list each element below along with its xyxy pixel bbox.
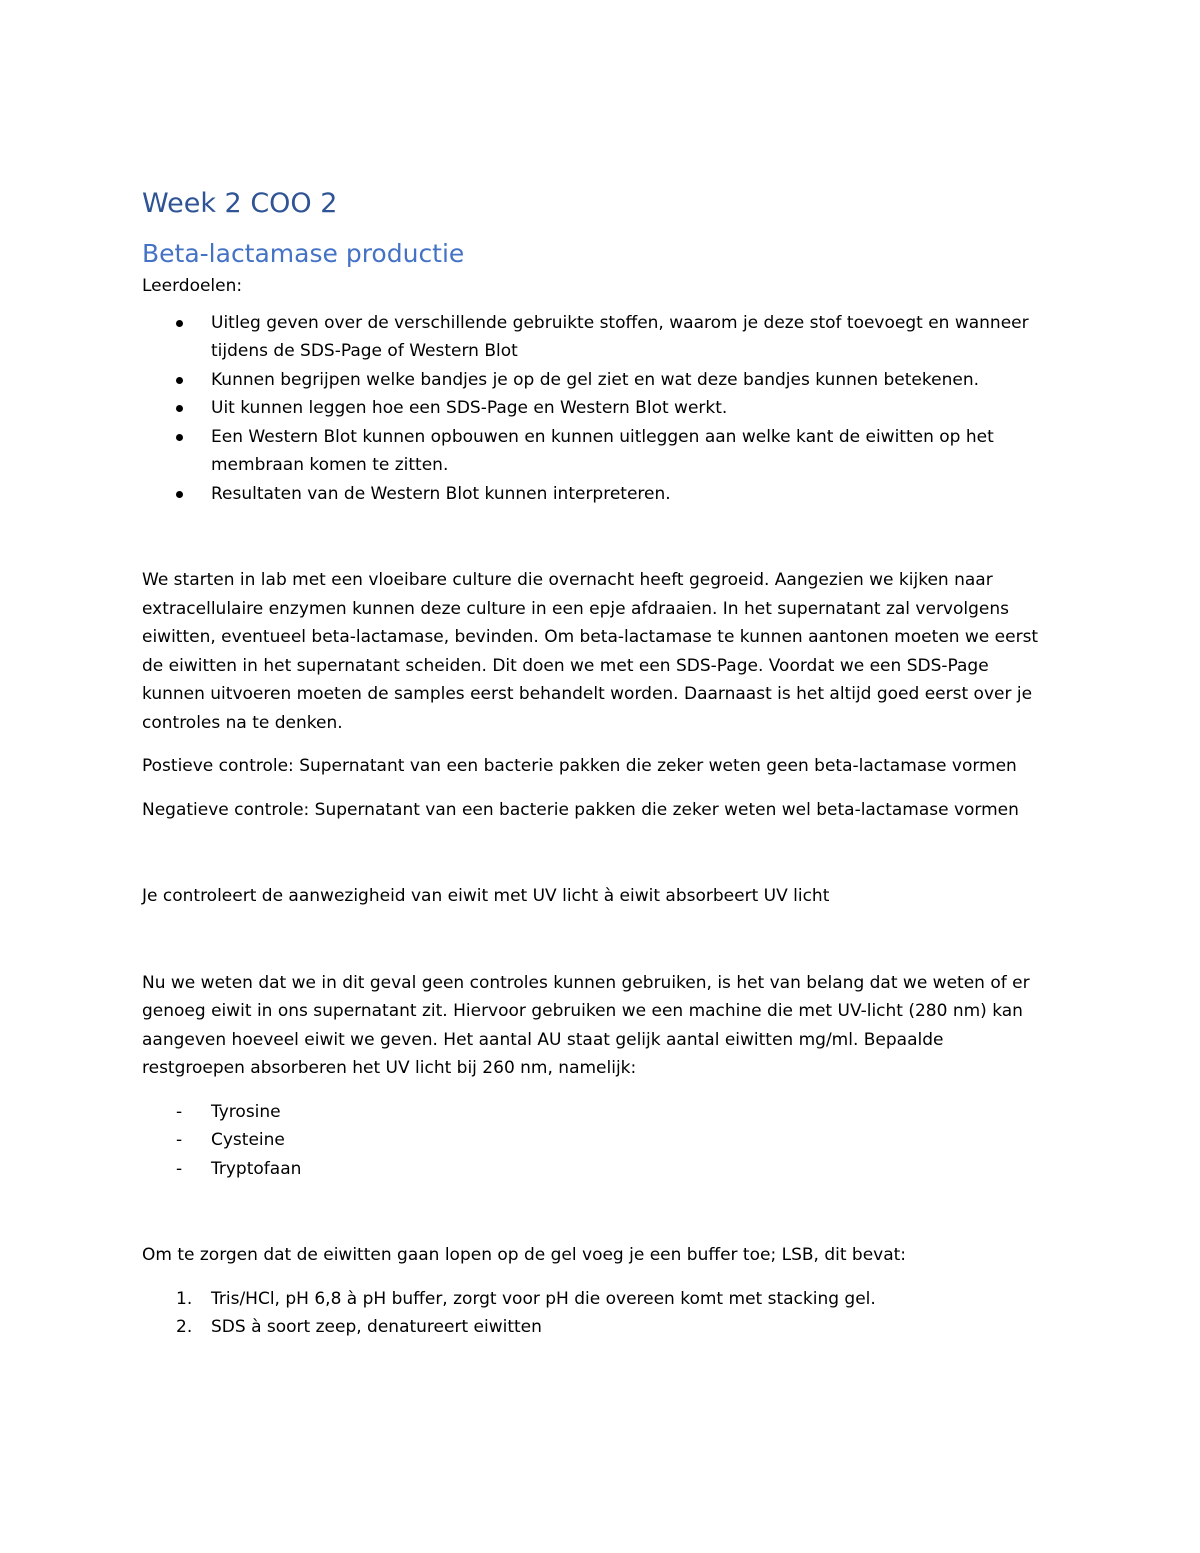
list-item	[142, 309, 1062, 366]
paragraph-line: Nu we weten dat we in dit geval geen controles kunnen gebruiken, is het van belang dat we weten of er	[142, 972, 1030, 993]
residue-list	[142, 1098, 1062, 1184]
document-body	[142, 184, 1062, 1342]
section-heading: Beta-lactamase productie	[142, 239, 465, 268]
list-item	[142, 1285, 1062, 1314]
objective-line: Resultaten van de Western Blot kunnen interpreteren.	[211, 483, 671, 504]
residue-name: Cysteine	[211, 1130, 285, 1150]
bullet-icon	[176, 434, 183, 441]
bullet-icon	[176, 320, 183, 327]
paragraph-line: eiwitten, eventueel beta-lactamase, bevinden. Om beta-lactamase te kunnen aantonen moeten we eerst	[142, 627, 1039, 647]
buffer-item-text: Tris/HCl, pH 6,8 à pH buffer, zorgt voor pH die overeen komt met stacking gel.	[211, 1288, 876, 1309]
list-item	[142, 394, 1062, 423]
intro-paragraph	[142, 566, 1062, 737]
paragraph-line: genoeg eiwit in ons supernatant zit. Hiervoor gebruiken we een machine die met UV-licht (280 nm) kan	[142, 1001, 1023, 1021]
list-item	[142, 1155, 1062, 1184]
objectives-list	[142, 309, 1062, 509]
paragraph-line: aangeven hoeveel eiwit we geven. Het aantal AU staat gelijk aantal eiwitten mg/ml. Bepaalde	[142, 1029, 944, 1050]
spacer	[142, 911, 1062, 969]
dash-marker: -	[176, 1130, 183, 1150]
buffer-list	[142, 1285, 1062, 1342]
spacer	[142, 508, 1062, 566]
list-item	[142, 366, 1062, 395]
list-number: 1.	[176, 1288, 193, 1309]
paragraph-line: de eiwitten in het supernatant scheiden. Dit doen we met een SDS-Page. Voordat we een SDS-Page	[142, 655, 989, 676]
negative-control-text: Negatieve controle: Supernatant van een bacterie pakken die zeker weten wel beta-lactamase vormen	[142, 799, 1019, 820]
spacer	[142, 737, 1062, 752]
paragraph-line: We starten in lab met een vloeibare culture die overnacht heeft gegroeid. Aangezien we kijken naar	[142, 570, 993, 590]
list-number: 2.	[176, 1317, 193, 1337]
paragraph-line: kunnen uitvoeren moeten de samples eerst behandelt worden. Daarnaast is het altijd goed eerst over je	[142, 684, 1033, 704]
residue-name: Tyrosine	[211, 1101, 281, 1122]
list-item	[142, 480, 1062, 509]
bullet-icon	[176, 491, 183, 498]
objective-line: Een Western Blot kunnen opbouwen en kunnen uitleggen aan welke kant de eiwitten op het	[211, 426, 994, 447]
positive-control-text: Postieve controle: Supernatant van een bacterie pakken die zeker weten geen beta-lactamase vormen	[142, 756, 1017, 776]
bullet-icon	[176, 377, 183, 384]
dash-marker: -	[176, 1158, 183, 1179]
objectives-label: Leerdoelen:	[142, 276, 243, 296]
paragraph-line: extracellulaire enzymen kunnen deze culture in een epje afdraaien. In het supernatant zal vervolgens	[142, 598, 1009, 619]
objective-line: membraan komen te zitten.	[211, 455, 449, 475]
buffer-intro-text: Om te zorgen dat de eiwitten gaan lopen op de gel voeg je een buffer toe; LSB, dit bevat:	[142, 1245, 907, 1265]
list-item	[142, 1126, 1062, 1155]
document-title: Week 2 COO 2	[142, 188, 338, 219]
uv-check-text: Je controleert de aanwezigheid van eiwit met UV licht à eiwit absorbeert UV licht	[142, 886, 830, 906]
spacer	[142, 1183, 1062, 1241]
spacer	[142, 1270, 1062, 1285]
spacer	[142, 1083, 1062, 1098]
spacer	[142, 824, 1062, 882]
dash-marker: -	[176, 1101, 183, 1122]
paragraph-line: restgroepen absorberen het UV licht bij 260 nm, namelijk:	[142, 1058, 637, 1078]
spacer	[142, 781, 1062, 796]
residue-name: Tryptofaan	[211, 1158, 302, 1179]
measurement-paragraph	[142, 969, 1062, 1083]
objective-line: tijdens de SDS-Page of Western Blot	[211, 341, 518, 361]
paragraph-line: controles na te denken.	[142, 712, 343, 733]
objective-line: Kunnen begrijpen welke bandjes je op de gel ziet en wat deze bandjes kunnen betekenen.	[211, 369, 980, 390]
list-item	[142, 1313, 1062, 1342]
list-item	[142, 423, 1062, 480]
buffer-item-text: SDS à soort zeep, denatureert eiwitten	[211, 1317, 542, 1337]
list-item	[142, 1098, 1062, 1127]
bullet-icon	[176, 405, 183, 412]
objective-line: Uitleg geven over de verschillende gebruikte stoffen, waarom je deze stof toevoegt en wanneer	[211, 312, 1029, 333]
objective-line: Uit kunnen leggen hoe een SDS-Page en Western Blot werkt.	[211, 398, 728, 418]
